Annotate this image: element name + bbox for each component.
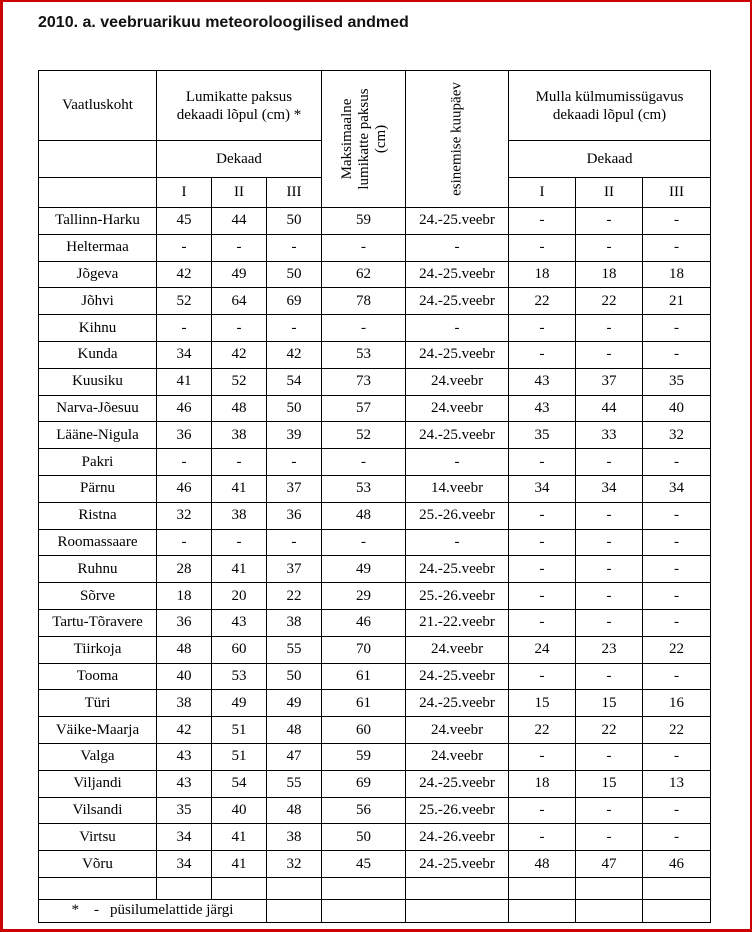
- table-row: [39, 824, 711, 851]
- value-cell: 21: [643, 288, 711, 315]
- value-cell: 70: [322, 636, 406, 663]
- value-cell: -: [643, 529, 711, 556]
- value-cell: 51: [212, 717, 267, 744]
- value-cell: 13: [643, 770, 711, 797]
- station-name-cell: Ruhnu: [39, 556, 157, 583]
- value-cell: -: [509, 208, 576, 235]
- station-name-cell: Vilsandi: [39, 797, 157, 824]
- value-cell: -: [212, 234, 267, 261]
- value-cell: 53: [322, 341, 406, 368]
- value-cell: 42: [157, 261, 212, 288]
- value-cell: -: [157, 449, 212, 476]
- table-row: [39, 368, 711, 395]
- value-cell: 43: [157, 743, 212, 770]
- empty-cell: [576, 899, 643, 922]
- value-cell: -: [576, 556, 643, 583]
- value-cell: 15: [576, 770, 643, 797]
- value-cell: 41: [212, 475, 267, 502]
- value-cell: 22: [576, 717, 643, 744]
- value-cell: 35: [157, 797, 212, 824]
- value-cell: 23: [576, 636, 643, 663]
- value-cell: 48: [212, 395, 267, 422]
- value-cell: 51: [212, 743, 267, 770]
- value-cell: 18: [576, 261, 643, 288]
- empty-cell: [509, 877, 576, 899]
- value-cell: 36: [157, 422, 212, 449]
- header-decade-1: I: [509, 178, 576, 208]
- table-row: [39, 208, 711, 235]
- value-cell: 46: [157, 475, 212, 502]
- value-cell: 24.-25.veebr: [406, 208, 509, 235]
- header-occurrence-date-label: esinemise kuupäev: [448, 82, 465, 196]
- empty-cell: [322, 899, 406, 922]
- value-cell: 52: [322, 422, 406, 449]
- value-cell: 40: [157, 663, 212, 690]
- value-cell: 21.-22.veebr: [406, 609, 509, 636]
- station-name-cell: Võru: [39, 851, 157, 878]
- value-cell: -: [212, 315, 267, 342]
- value-cell: -: [157, 234, 212, 261]
- empty-cell: [322, 877, 406, 899]
- value-cell: 52: [212, 368, 267, 395]
- header-occurrence-date: [406, 71, 509, 208]
- value-cell: 50: [267, 208, 322, 235]
- value-cell: 38: [267, 824, 322, 851]
- value-cell: -: [643, 208, 711, 235]
- value-cell: 18: [157, 583, 212, 610]
- value-cell: 41: [157, 368, 212, 395]
- value-cell: 24.veebr: [406, 636, 509, 663]
- value-cell: -: [509, 743, 576, 770]
- header-max-snow: [322, 71, 406, 208]
- value-cell: -: [576, 341, 643, 368]
- table-row: [39, 609, 711, 636]
- value-cell: -: [322, 449, 406, 476]
- value-cell: -: [406, 234, 509, 261]
- station-name-cell: Tartu-Tõravere: [39, 609, 157, 636]
- weather-table: [38, 70, 711, 923]
- header-dekaad-frost: Dekaad: [509, 141, 711, 178]
- value-cell: 49: [322, 556, 406, 583]
- value-cell: 36: [157, 609, 212, 636]
- value-cell: 15: [576, 690, 643, 717]
- station-rows: [39, 208, 711, 878]
- value-cell: -: [643, 583, 711, 610]
- value-cell: -: [643, 797, 711, 824]
- station-name-cell: Valga: [39, 743, 157, 770]
- value-cell: 53: [322, 475, 406, 502]
- station-name-cell: Pakri: [39, 449, 157, 476]
- value-cell: 24.-25.veebr: [406, 663, 509, 690]
- value-cell: 35: [643, 368, 711, 395]
- value-cell: 49: [267, 690, 322, 717]
- value-cell: 56: [322, 797, 406, 824]
- value-cell: -: [576, 609, 643, 636]
- value-cell: -: [267, 315, 322, 342]
- header-snow-depth-label: Lumikatte paksus dekaadi lõpul (cm) *: [176, 88, 302, 123]
- value-cell: 48: [509, 851, 576, 878]
- value-cell: 37: [267, 475, 322, 502]
- value-cell: 32: [267, 851, 322, 878]
- header-location: Vaatluskoht: [39, 71, 157, 141]
- value-cell: -: [322, 529, 406, 556]
- header-decade-3: III: [267, 178, 322, 208]
- value-cell: 34: [576, 475, 643, 502]
- table-row: [39, 583, 711, 610]
- value-cell: 24.veebr: [406, 395, 509, 422]
- table-row: [39, 529, 711, 556]
- value-cell: 46: [157, 395, 212, 422]
- value-cell: 24.-25.veebr: [406, 770, 509, 797]
- empty-cell: [406, 877, 509, 899]
- value-cell: 34: [157, 824, 212, 851]
- value-cell: 24.-25.veebr: [406, 288, 509, 315]
- value-cell: -: [509, 449, 576, 476]
- value-cell: 50: [267, 395, 322, 422]
- value-cell: 55: [267, 770, 322, 797]
- table-row: [39, 743, 711, 770]
- value-cell: -: [212, 449, 267, 476]
- value-cell: 78: [322, 288, 406, 315]
- value-cell: 35: [509, 422, 576, 449]
- value-cell: 38: [212, 502, 267, 529]
- table-row: [39, 449, 711, 476]
- value-cell: -: [576, 824, 643, 851]
- table-row: [39, 395, 711, 422]
- value-cell: 24.-25.veebr: [406, 422, 509, 449]
- footnote-dash: -: [94, 902, 100, 919]
- station-name-cell: Jõgeva: [39, 261, 157, 288]
- value-cell: 41: [212, 556, 267, 583]
- value-cell: 34: [157, 341, 212, 368]
- value-cell: 46: [322, 609, 406, 636]
- value-cell: -: [643, 502, 711, 529]
- station-name-cell: Tiirkoja: [39, 636, 157, 663]
- value-cell: 61: [322, 663, 406, 690]
- value-cell: 20: [212, 583, 267, 610]
- value-cell: -: [509, 529, 576, 556]
- station-name-cell: Viljandi: [39, 770, 157, 797]
- header-empty-cell: [39, 141, 157, 178]
- header-snow-depth: [157, 71, 322, 141]
- value-cell: 37: [267, 556, 322, 583]
- value-cell: 59: [322, 743, 406, 770]
- empty-cell: [406, 899, 509, 922]
- header-empty-cell: [39, 178, 157, 208]
- station-name-cell: Pärnu: [39, 475, 157, 502]
- header-max-snow-label: Maksimaalne lumikatte paksus (cm): [338, 88, 388, 190]
- value-cell: 64: [212, 288, 267, 315]
- value-cell: 24.veebr: [406, 743, 509, 770]
- table-row: [39, 261, 711, 288]
- table-row: [39, 851, 711, 878]
- value-cell: 24: [509, 636, 576, 663]
- value-cell: 40: [212, 797, 267, 824]
- value-cell: 18: [643, 261, 711, 288]
- value-cell: 44: [212, 208, 267, 235]
- empty-cell: [267, 899, 322, 922]
- value-cell: -: [322, 234, 406, 261]
- value-cell: 69: [267, 288, 322, 315]
- empty-cell: [212, 877, 267, 899]
- table-row: [39, 636, 711, 663]
- footnote-row: [39, 899, 711, 922]
- value-cell: 24.veebr: [406, 368, 509, 395]
- value-cell: 24.-25.veebr: [406, 556, 509, 583]
- value-cell: 47: [267, 743, 322, 770]
- value-cell: 24.-25.veebr: [406, 341, 509, 368]
- value-cell: -: [643, 234, 711, 261]
- value-cell: -: [157, 529, 212, 556]
- value-cell: -: [267, 234, 322, 261]
- header-decade-1: I: [157, 178, 212, 208]
- value-cell: -: [322, 315, 406, 342]
- header-decade-2: II: [576, 178, 643, 208]
- value-cell: 40: [643, 395, 711, 422]
- value-cell: 42: [157, 717, 212, 744]
- value-cell: 25.-26.veebr: [406, 502, 509, 529]
- value-cell: 14.veebr: [406, 475, 509, 502]
- table-row: [39, 663, 711, 690]
- value-cell: 59: [322, 208, 406, 235]
- footnote-cell: [39, 899, 267, 922]
- value-cell: 48: [157, 636, 212, 663]
- value-cell: -: [509, 663, 576, 690]
- value-cell: -: [643, 556, 711, 583]
- value-cell: 73: [322, 368, 406, 395]
- value-cell: 32: [157, 502, 212, 529]
- station-name-cell: Narva-Jõesuu: [39, 395, 157, 422]
- value-cell: -: [509, 556, 576, 583]
- value-cell: 33: [576, 422, 643, 449]
- value-cell: 24.-25.veebr: [406, 690, 509, 717]
- value-cell: -: [509, 609, 576, 636]
- value-cell: -: [576, 208, 643, 235]
- value-cell: 34: [157, 851, 212, 878]
- value-cell: 22: [267, 583, 322, 610]
- value-cell: -: [509, 502, 576, 529]
- station-name-cell: Roomassaare: [39, 529, 157, 556]
- value-cell: -: [509, 315, 576, 342]
- header-dekaad-snow: Dekaad: [157, 141, 322, 178]
- table-row: [39, 422, 711, 449]
- footnote-text: püsilumelattide järgi: [110, 902, 234, 919]
- value-cell: -: [157, 315, 212, 342]
- header-soil-frost-label: Mulla külmumissügavus dekaadi lõpul (cm): [535, 88, 684, 123]
- empty-cell: [39, 877, 157, 899]
- value-cell: 24.-25.veebr: [406, 851, 509, 878]
- table-row: [39, 341, 711, 368]
- value-cell: -: [576, 743, 643, 770]
- value-cell: 43: [157, 770, 212, 797]
- table-row: [39, 770, 711, 797]
- spacer-row: [39, 877, 711, 899]
- value-cell: 34: [643, 475, 711, 502]
- value-cell: 54: [267, 368, 322, 395]
- value-cell: 24.-25.veebr: [406, 261, 509, 288]
- value-cell: -: [406, 529, 509, 556]
- value-cell: 54: [212, 770, 267, 797]
- station-name-cell: Tooma: [39, 663, 157, 690]
- value-cell: 29: [322, 583, 406, 610]
- value-cell: -: [406, 315, 509, 342]
- value-cell: 38: [267, 609, 322, 636]
- empty-cell: [643, 877, 711, 899]
- value-cell: 44: [576, 395, 643, 422]
- station-name-cell: Heltermaa: [39, 234, 157, 261]
- empty-cell: [643, 899, 711, 922]
- footnote-marker: *: [71, 902, 80, 919]
- table-row: [39, 797, 711, 824]
- value-cell: 52: [157, 288, 212, 315]
- value-cell: -: [643, 824, 711, 851]
- value-cell: 34: [509, 475, 576, 502]
- empty-cell: [509, 899, 576, 922]
- value-cell: 43: [212, 609, 267, 636]
- empty-cell: [157, 877, 212, 899]
- station-name-cell: Kunda: [39, 341, 157, 368]
- value-cell: 38: [157, 690, 212, 717]
- station-name-cell: Kuusiku: [39, 368, 157, 395]
- value-cell: -: [576, 449, 643, 476]
- value-cell: 18: [509, 770, 576, 797]
- value-cell: -: [643, 449, 711, 476]
- value-cell: -: [267, 449, 322, 476]
- value-cell: 62: [322, 261, 406, 288]
- value-cell: 32: [643, 422, 711, 449]
- value-cell: 50: [322, 824, 406, 851]
- value-cell: 37: [576, 368, 643, 395]
- value-cell: -: [643, 663, 711, 690]
- empty-cell: [267, 877, 322, 899]
- value-cell: 22: [643, 636, 711, 663]
- value-cell: 36: [267, 502, 322, 529]
- value-cell: 41: [212, 851, 267, 878]
- value-cell: 43: [509, 368, 576, 395]
- value-cell: 48: [322, 502, 406, 529]
- station-name-cell: Sõrve: [39, 583, 157, 610]
- value-cell: 57: [322, 395, 406, 422]
- value-cell: 22: [509, 288, 576, 315]
- value-cell: 42: [212, 341, 267, 368]
- value-cell: 24.-26.veebr: [406, 824, 509, 851]
- station-name-cell: Tallinn-Harku: [39, 208, 157, 235]
- header-soil-frost: [509, 71, 711, 141]
- value-cell: 16: [643, 690, 711, 717]
- value-cell: -: [576, 502, 643, 529]
- table-row: [39, 502, 711, 529]
- value-cell: -: [212, 529, 267, 556]
- value-cell: -: [267, 529, 322, 556]
- value-cell: -: [509, 341, 576, 368]
- station-name-cell: Virtsu: [39, 824, 157, 851]
- table-row: [39, 234, 711, 261]
- value-cell: -: [509, 583, 576, 610]
- station-name-cell: Lääne-Nigula: [39, 422, 157, 449]
- value-cell: 47: [576, 851, 643, 878]
- value-cell: -: [576, 234, 643, 261]
- value-cell: 50: [267, 261, 322, 288]
- value-cell: 61: [322, 690, 406, 717]
- value-cell: -: [576, 663, 643, 690]
- value-cell: 48: [267, 797, 322, 824]
- table-row: [39, 315, 711, 342]
- value-cell: 45: [157, 208, 212, 235]
- value-cell: -: [576, 797, 643, 824]
- value-cell: 60: [322, 717, 406, 744]
- table-row: [39, 475, 711, 502]
- value-cell: 38: [212, 422, 267, 449]
- value-cell: 55: [267, 636, 322, 663]
- value-cell: -: [643, 315, 711, 342]
- station-name-cell: Türi: [39, 690, 157, 717]
- value-cell: 24.veebr: [406, 717, 509, 744]
- value-cell: -: [576, 315, 643, 342]
- header-decade-3: III: [643, 178, 711, 208]
- table-row: [39, 717, 711, 744]
- value-cell: -: [576, 529, 643, 556]
- value-cell: -: [643, 609, 711, 636]
- value-cell: 42: [267, 341, 322, 368]
- value-cell: -: [509, 234, 576, 261]
- page-title: 2010. a. veebruarikuu meteoroloogilised andmed: [38, 14, 409, 31]
- value-cell: 28: [157, 556, 212, 583]
- value-cell: -: [509, 797, 576, 824]
- value-cell: 49: [212, 261, 267, 288]
- empty-cell: [576, 877, 643, 899]
- value-cell: 43: [509, 395, 576, 422]
- value-cell: -: [643, 743, 711, 770]
- value-cell: 60: [212, 636, 267, 663]
- value-cell: 49: [212, 690, 267, 717]
- value-cell: 22: [576, 288, 643, 315]
- value-cell: 25.-26.veebr: [406, 797, 509, 824]
- station-name-cell: Kihnu: [39, 315, 157, 342]
- value-cell: 22: [643, 717, 711, 744]
- value-cell: 25.-26.veebr: [406, 583, 509, 610]
- table-row: [39, 288, 711, 315]
- value-cell: 45: [322, 851, 406, 878]
- header-decade-2: II: [212, 178, 267, 208]
- value-cell: 46: [643, 851, 711, 878]
- value-cell: 22: [509, 717, 576, 744]
- table-row: [39, 556, 711, 583]
- value-cell: -: [509, 824, 576, 851]
- value-cell: 53: [212, 663, 267, 690]
- table-row: [39, 690, 711, 717]
- value-cell: 18: [509, 261, 576, 288]
- station-name-cell: Jõhvi: [39, 288, 157, 315]
- value-cell: 50: [267, 663, 322, 690]
- value-cell: 39: [267, 422, 322, 449]
- value-cell: -: [406, 449, 509, 476]
- value-cell: 69: [322, 770, 406, 797]
- station-name-cell: Ristna: [39, 502, 157, 529]
- value-cell: 15: [509, 690, 576, 717]
- value-cell: 48: [267, 717, 322, 744]
- value-cell: 41: [212, 824, 267, 851]
- value-cell: -: [576, 583, 643, 610]
- station-name-cell: Väike-Maarja: [39, 717, 157, 744]
- value-cell: -: [643, 341, 711, 368]
